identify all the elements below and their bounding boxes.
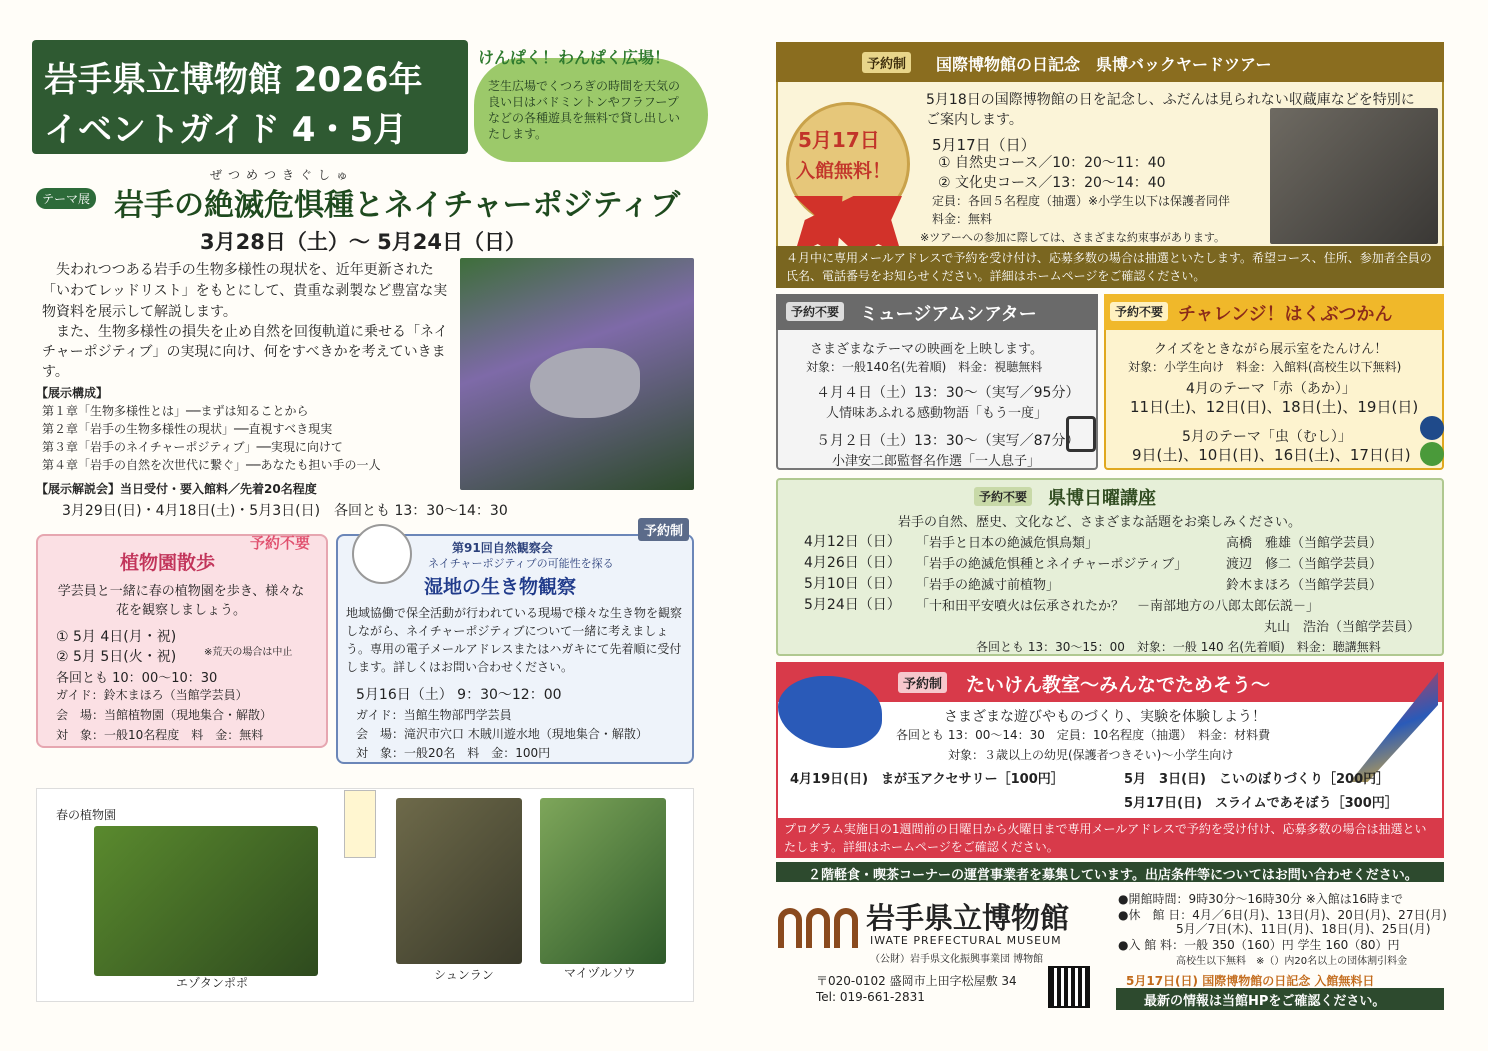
chapter-2: 第２章「岩手の生物多様性の現状」──直視すべき現実 [42,422,333,436]
hp-text: 最新の情報は当館HPをご確認ください。 [1144,994,1386,1009]
lecture-date-1: 4月12日（日） [804,534,901,550]
theater-title: ミュージアムシアター [860,304,1037,325]
wetland-target: 対 象：一般20名 料 金：100円 [356,746,551,760]
museum-name: 岩手県立博物館 [866,901,1070,935]
photo-shunran [396,798,522,964]
lecture-date-4: 5月24日（日） [804,597,901,613]
garden-rain: ※荒天の場合は中止 [204,647,293,658]
garden-desc: 学芸員と一緒に春の植物園を歩き、様々な花を観察しましょう。 [57,584,305,618]
bookmark-icon [344,790,376,858]
theater-tag [786,302,844,321]
lecture-date-2: 4月26日（日） [804,555,901,571]
garden-date1: ① 5月 4日(月・祝) [56,629,177,645]
hours: ●開館時間：9時30分～16時30分 ※入館は16時まで [1118,892,1404,906]
qr-code-icon[interactable] [1048,966,1090,1008]
title-line2: イベントガイド 4・5月 [44,110,408,150]
backyard-photo [1270,108,1438,244]
taiken-event2: 5月 3日(日) こいのぼりづくり［200円］ [1124,772,1390,787]
lecture-title: 県博日曜講座 [1048,488,1156,509]
lecture-speaker-1: 高橋 雅雄（当館学芸員） [1226,536,1383,551]
title-line1: 岩手県立博物館 2026年 [44,60,423,100]
photo-caption-2: シュンラン [434,968,494,982]
photo-dandelion [94,826,318,976]
garden-title: 植物園散歩 [120,552,216,574]
wetland-place: 会 場：滝沢市穴口 木賊川遊水地（現地集合・解散） [356,727,648,741]
challenge-may-dates: 9日(土)、10日(日)、16日(土)、17日(日) [1132,446,1411,464]
lecture-tag [974,487,1032,506]
theme-ruby: ぜつめつきぐしゅ [210,168,355,182]
taiken-info: 各回とも 13：00～14：30 定員：10名程度（抽選） 料金：材料費 [896,728,1271,742]
theater-show1: ４月４日（土）13：30～（実写／95分） [816,385,1080,401]
taiken-foot-text: プログラム実施日の1週間前の日曜日から火曜日まで専用メールアドレスで予約を受け付け、応募多数の場合は抽選といたします。詳細はホームページをご確認ください。 [784,822,1427,854]
theme-dates: 3月28日（土）～ 5月24日（日） [200,230,526,254]
talk-heading: 【展示解説会】当日受付・要入館料／先着20名程度 [36,482,317,496]
challenge-target: 対象：小学生向け 料金：入館料(高校生以下無料) [1128,360,1402,374]
wetland-tag-label: 予約制 [644,524,684,539]
wetland-guide: ガイド：当館生物部門学芸員 [356,708,512,722]
theater-show1-title: 人情味あふれる感動物語「もう一度」 [826,406,1048,421]
photo-label: 春の植物園 [56,808,117,822]
photo-caption-3: マイヅルソウ [564,966,636,980]
lecture-desc: 岩手の自然、歴史、文化など、さまざまな話題をお楽しみください。 [898,515,1302,530]
backyard-fee: 料金：無料 [932,212,993,226]
wetland-desc: 地域協働で保全活動が行われている現場で様々な生き物を観察しながら、ネイチャーポジティブについて一緒に考えましょう。専用の電子メールアドレスまたはハガキにて先着順に受付します。詳しくはお問い合わせください。 [346,606,683,674]
wetland-sub1: 第91回自然観察会 [452,541,553,555]
taiken-event3: 5月17日(日) スライムであそぼう［300円］ [1124,796,1398,811]
butterfly-photo [460,258,694,490]
chapter-3: 第３章「岩手のネイチャーポジティブ」──実現に向けて [42,440,343,454]
badge-line1: 5月17日 [798,128,880,152]
closed-2: 5月／7日(木)、11日(月)、18日(月)、25日(月) [1176,922,1431,936]
fee-2: 高校生以下無料 ※（）内20名以上の団体割引料金 [1176,956,1408,967]
badge-line2: 入館無料！ [796,160,892,182]
theater-show2: ５月２日（土）13：30～（実写／87分） [816,433,1080,449]
recruit-text: ２階軽食・喫茶コーナーの運営事業者を募集しています。出店条件等についてはお問い合わせください。 [808,868,1418,883]
backyard-note: ※ツアーへの参加に際しては、さまざまな約束事があります。 [920,231,1226,244]
backyard-course1: ① 自然史コース／10：20～11：40 [938,155,1166,171]
wetland-tag [638,518,689,541]
butterfly-icon [530,348,640,418]
lecture-foot: 各回とも 13：30～15：00 対象：一般 140 名(先着順) 料金：聴講無料 [976,640,1381,654]
logo-arch-3 [834,908,858,948]
backyard-tag [862,52,911,73]
challenge-may-theme: 5月のテーマ「虫（むし）」 [1182,429,1352,445]
garden-tag: 予約不要 [250,534,311,552]
backyard-foot-text: ４月中に専用メールアドレスで予約を受け付け、応募多数の場合は抽選といたします。希望コース、住所、参加者全員の氏名、電話番号をお知らせください。詳細はホームページをご確認ください。 [786,251,1432,283]
theme-p1: 失われつつある岩手の生物多様性の現状を、近年更新された「いわてレッドリスト」をもとにして、貴重な剥製など豊富な実物資料を展示して解説します。 [42,262,448,320]
wetland-sub2: ネイチャーポジティブの可能性を探る [428,557,614,570]
wetland-date: 5月16日（土） 9：30～12：00 [356,687,562,703]
garden-guide: ガイド：鈴木まほろ（当館学芸員） [56,688,248,702]
free-day: 5月17日(日) 国際博物館の日記念 入館無料日 [1126,974,1375,988]
lecture-speaker-3: 鈴木まほろ（当館学芸員） [1226,578,1383,593]
logo-arch-1 [778,908,802,948]
exclaim-icon [1420,442,1444,466]
lecture-topic-4: 「十和田平安噴火は伝承されたか？ －南部地方の八郎太郎伝説－」 [916,599,1320,614]
taiken-title: たいけん教室～みんなでためそう～ [966,674,1271,696]
museum-tel: Tel: 019-661-2831 [816,990,925,1004]
logo-arch-2 [806,908,830,948]
kenpaku-body: 芝生広場でくつろぎの時間を天気の良い日はバドミントンやフラフープなどの各種遊具を無料で貸し出しいたします。 [488,79,681,141]
challenge-desc: クイズをときながら展示室をたんけん！ [1154,342,1388,357]
backyard-date: 5月17日（日） [932,136,1036,154]
camera-icon [1066,416,1096,452]
theme-tag-label: テーマ展 [42,192,91,206]
lecture-speaker-2: 渡辺 修二（当館学芸員） [1226,557,1383,572]
museum-logo-icon [778,898,860,950]
fee-1: ●入 館 料：一般 350（160）円 学生 160（80）円 [1118,938,1400,952]
theater-show2-title: 小津安二郎監督名作選「一人息子」 [832,454,1041,469]
lecture-date-3: 5月10日（日） [804,576,901,592]
talk-dates: 3月29日(日)・4月18日(土)・5月3日(日) 各回とも 13：30～14：30 [62,503,508,519]
museum-org: （公財）岩手県文化振興事業団 博物館 [870,954,1044,965]
taiken-tag-label: 予約制 [903,677,943,692]
mascot-icon [352,524,412,584]
theater-target: 対象：一般140名(先着順) 料金：視聴無料 [806,360,1043,374]
garden-place: 会 場：当館植物園（現地集合・解散） [56,708,273,722]
challenge-tag [1110,302,1168,321]
lecture-tag-label: 予約不要 [979,490,1028,504]
challenge-title: チャレンジ！はくぶつかん [1178,304,1393,325]
theater-tag-label: 予約不要 [791,305,840,319]
garden-target: 対 象：一般10名程度 料 金：無料 [56,728,264,742]
challenge-tag-label: 予約不要 [1115,305,1164,319]
garden-date2: ② 5月 5日(火・祝) [56,649,177,665]
lecture-speaker-4: 丸山 浩治（当館学芸員） [1264,620,1421,635]
taiken-event1: 4月19日(日) まが玉アクセサリー［100円］ [790,772,1064,787]
kenpaku-title: けんぱく！わんぱく広場！ [478,48,671,67]
taiken-target: 対象：３歳以上の幼児(保護者つきそい)～小学生向け [948,748,1234,762]
photo-caption-1: エゾタンポポ [176,976,248,990]
museum-name-en: IWATE PREFECTURAL MUSEUM [870,934,1062,947]
question-icon [1420,416,1444,440]
taiken-tag [898,672,947,693]
photo-maizuruso [540,798,666,964]
backyard-tag-label: 予約制 [867,57,907,72]
closed-1: ●休 館 日：4月／6日(月)、13日(月)、20日(月)、27日(月) [1118,908,1447,922]
backyard-course2: ② 文化史コース／13：20～14：40 [938,175,1166,191]
backyard-title: 国際博物館の日記念 県博バックヤードツアー [936,55,1272,74]
challenge-apr-dates: 11日(土)、12日(日)、18日(土)、19日(日) [1130,398,1419,416]
lecture-topic-3: 「岩手の絶滅寸前植物」 [916,578,1060,593]
chapter-4: 第４章「岩手の自然を次世代に繋ぐ」──あなたも担い手の一人 [42,458,381,472]
challenge-apr-theme: 4月のテーマ「赤（あか）」 [1186,381,1356,397]
theme-title: 岩手の絶滅危惧種とネイチャーポジティブ [114,188,681,223]
structure-heading: 【展示構成】 [36,386,109,400]
wetland-title: 湿地の生き物観察 [424,576,577,598]
theme-tag [36,188,96,209]
backyard-desc: 5月18日の国際博物館の日を記念し、ふだんは見られない収蔵庫などを特別にご案内します。 [926,92,1415,128]
lecture-topic-2: 「岩手の絶滅危惧種とネイチャーポジティブ」 [916,557,1188,572]
backyard-capacity: 定員：各回５名程度（抽選）※小学生以下は保護者同伴 [932,194,1231,208]
lecture-topic-1: 「岩手と日本の絶滅危惧鳥類」 [916,536,1099,551]
museum-addr: 〒020-0102 盛岡市上田字松屋敷 34 [816,974,1017,988]
garden-time: 各回とも 10：00～10：30 [56,671,218,686]
theater-desc: さまざまなテーマの映画を上映します。 [810,342,1043,357]
theme-p2: また、生物多様性の損失を止め自然を回復軌道に乗せる「ネイチャーポジティブ」の実現に向け、何をすべきかを考えていきます。 [42,324,448,380]
chapter-1: 第１章「生物多様性とは」──まずは知ることから [42,404,309,418]
taiken-desc: さまざまな遊びやものづくり、実験を体験しよう！ [944,709,1266,725]
